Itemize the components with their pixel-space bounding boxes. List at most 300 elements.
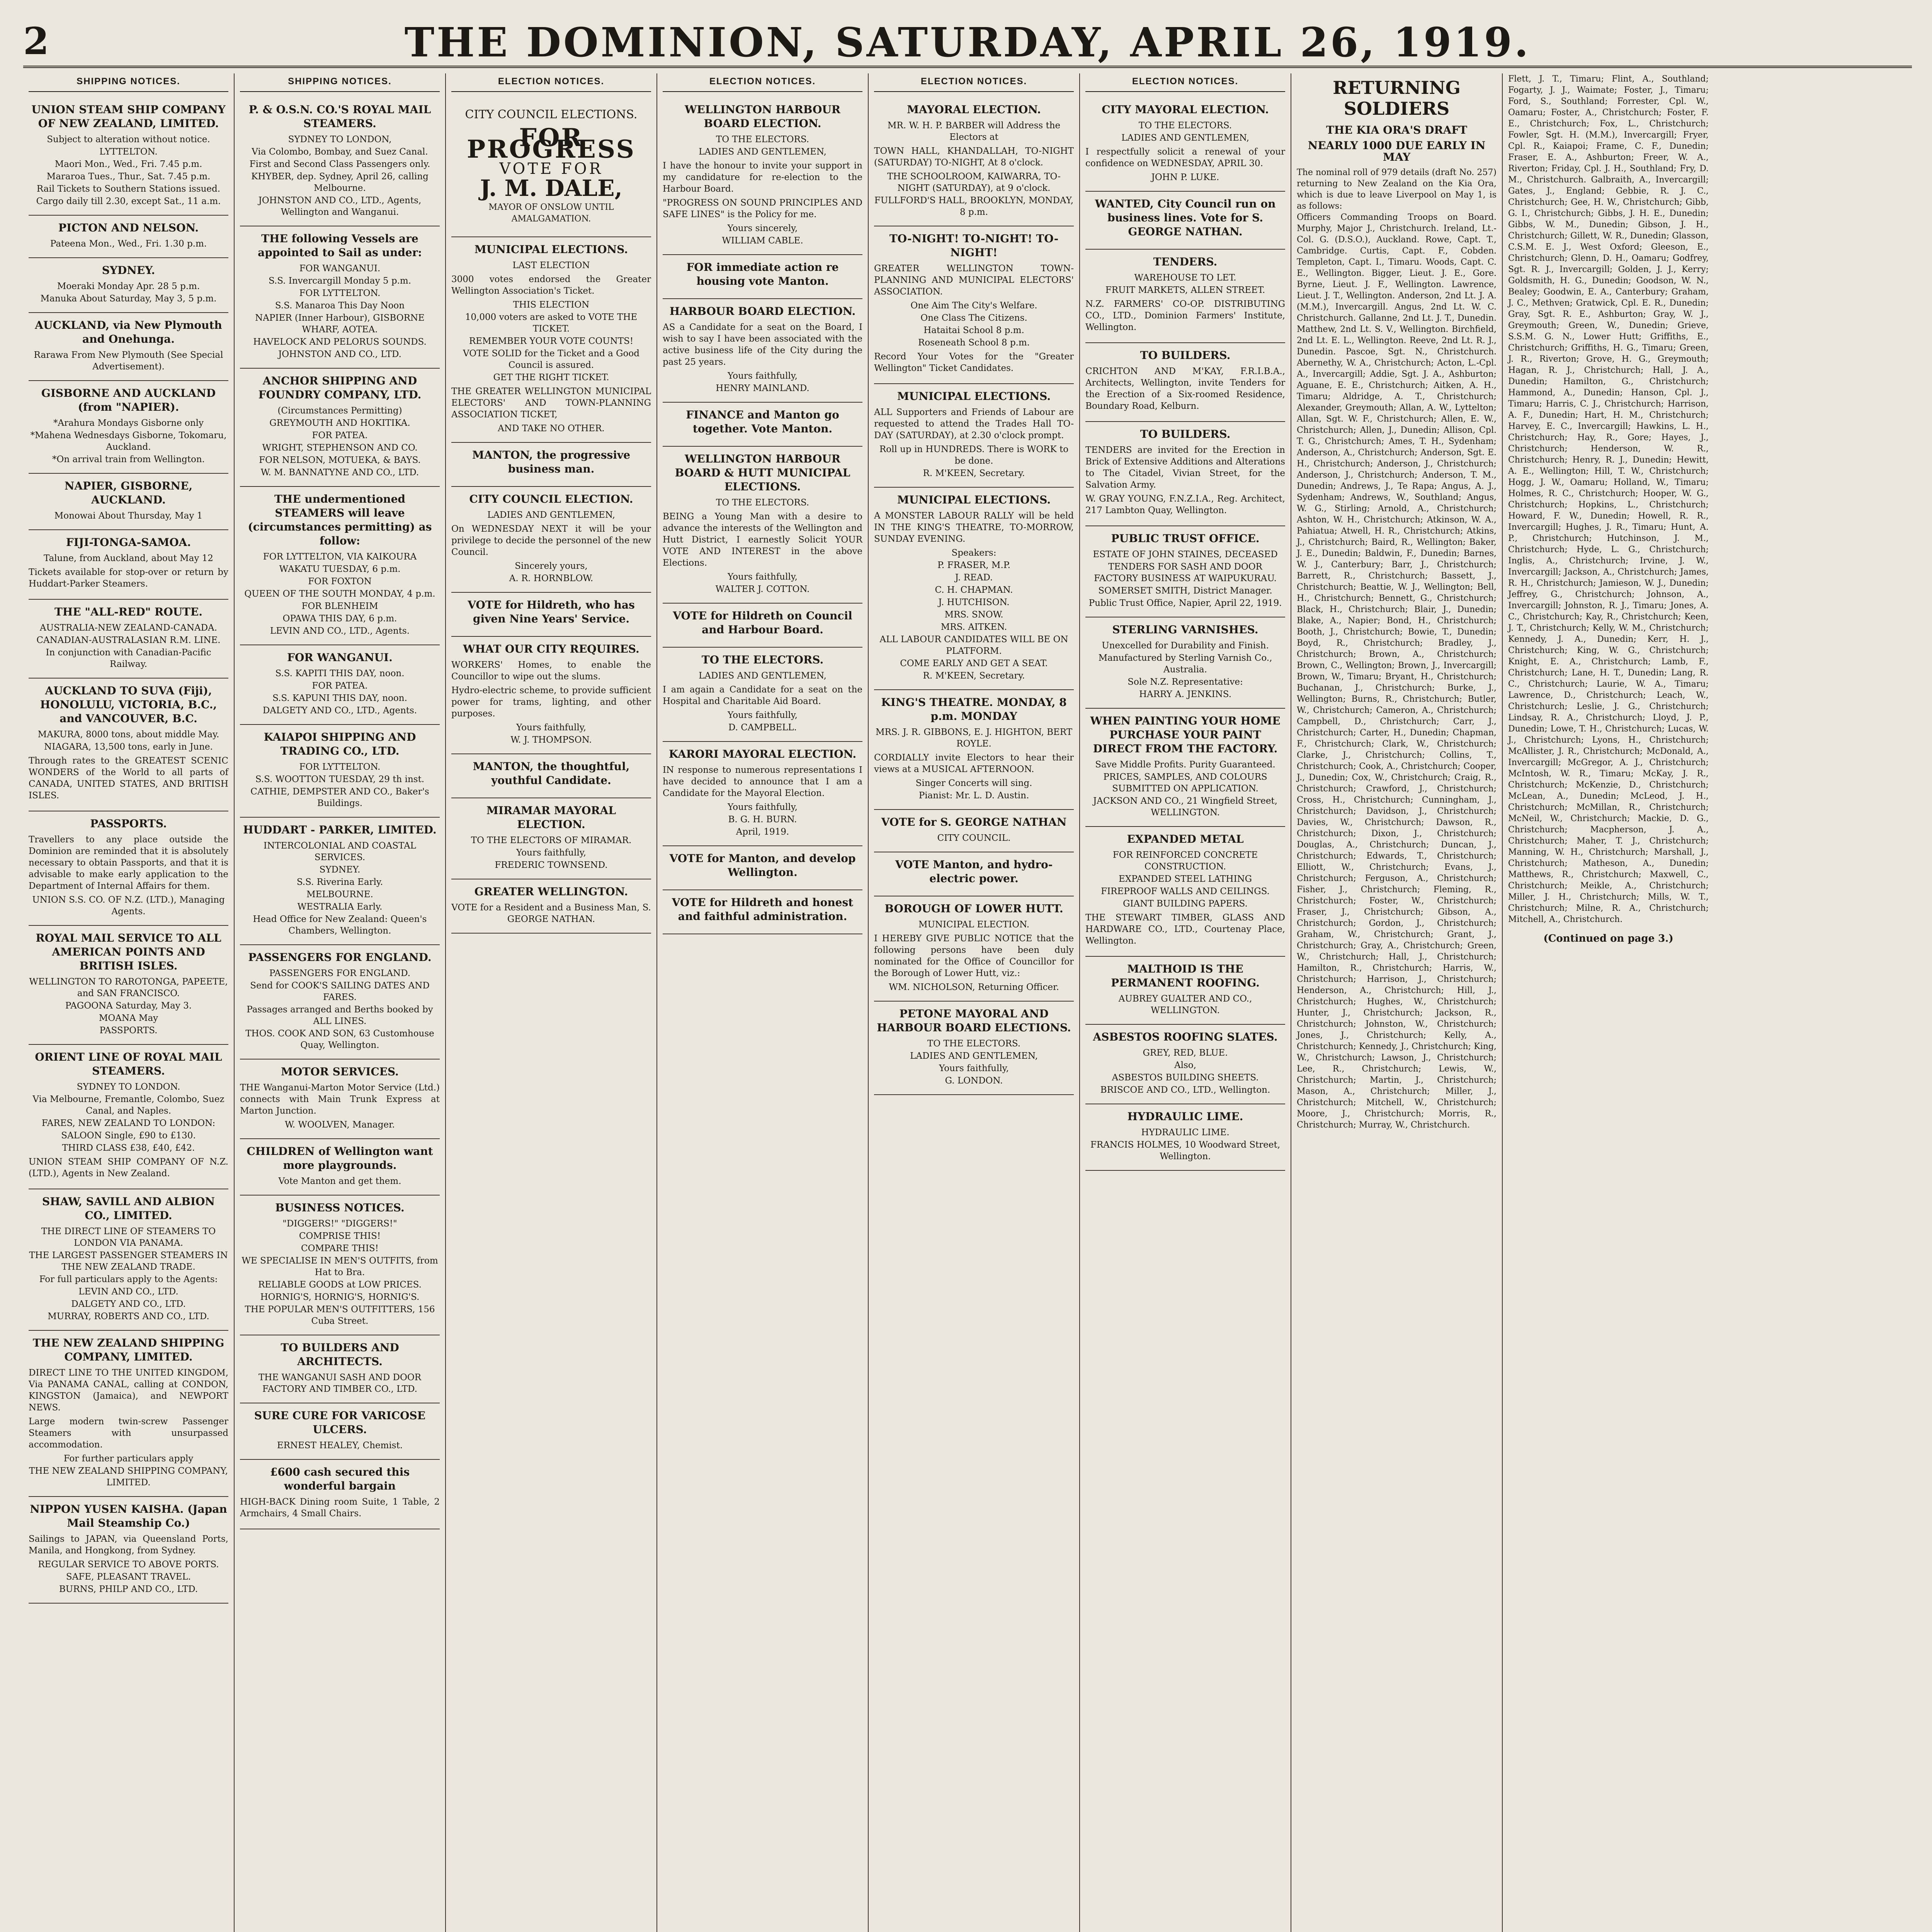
ad-line: BEING a Young Man with a desire to advance the interests of the Wellington and Hutt District, I earnestly Solicit YOUR VOTE AND INTEREST in the above Elections.	[663, 512, 862, 568]
ad-title: ASBESTOS ROOFING SLATES.	[1093, 1031, 1278, 1043]
ad-line: Cargo daily till 2.30, except Sat., 11 a.m.	[36, 196, 221, 206]
ad-title: EXPANDED METAL	[1127, 833, 1244, 845]
advertisement	[240, 1403, 440, 1460]
ad-line: "DIGGERS!" "DIGGERS!"	[282, 1219, 397, 1229]
advertisement	[29, 216, 228, 258]
ad-line: FRANCIS HOLMES, 10 Woodward Street, Wellington.	[1090, 1140, 1281, 1162]
ad-line: FOR PATEA.	[312, 430, 368, 440]
advertisement	[1085, 1104, 1285, 1171]
column-election-4	[1080, 73, 1291, 1932]
ad-line: D. CAMPBELL.	[728, 723, 797, 733]
ad-title: MUNICIPAL ELECTIONS.	[897, 493, 1051, 506]
masthead	[23, 15, 1912, 68]
ad-line: FREDERIC TOWNSEND.	[495, 860, 608, 870]
ad-line: LEVIN AND CO., LTD.	[78, 1287, 179, 1297]
newspaper-title: THE DOMINION, SATURDAY, APRIL 26, 1919.	[404, 19, 1531, 66]
advertisement	[874, 384, 1074, 488]
ad-line: Rarawa From New Plymouth (See Special Advertisement).	[34, 350, 223, 372]
ad-line: One Aim The City's Welfare.	[910, 301, 1037, 311]
ad-line: N.Z. FARMERS' CO-OP. DISTRIBUTING CO., LTD., Dominion Farmers' Institute, Wellington.	[1085, 299, 1285, 332]
ad-line: Hydro-electric scheme, to provide sufficient power for trams, lighting, and other purposes.	[451, 685, 651, 719]
ad-title: MOTOR SERVICES.	[281, 1065, 399, 1078]
ad-line: MRS. AITKEN.	[940, 622, 1007, 632]
advertisement	[663, 97, 862, 255]
advertisement	[29, 1497, 228, 1604]
ad-line: *On arrival train from Wellington.	[52, 454, 205, 464]
ad-line: REGULAR SERVICE TO ABOVE PORTS.	[38, 1560, 219, 1570]
advertisement	[29, 679, 228, 811]
advertisement	[663, 447, 862, 604]
advertisement	[874, 690, 1074, 810]
ad-title: TO THE ELECTORS.	[701, 653, 824, 666]
ad-line: Via Melbourne, Fremantle, Colombo, Suez Canal, and Naples.	[32, 1094, 224, 1116]
advertisement	[1085, 957, 1285, 1025]
ad-line: W. WOOLVEN, Manager.	[285, 1120, 395, 1130]
ad-title: WELLINGTON HARBOUR BOARD & HUTT MUNICIPAL ELECTIONS.	[675, 452, 850, 493]
columns	[23, 73, 1912, 1932]
ad-title: SHAW, SAVILL AND ALBION CO., LIMITED.	[42, 1195, 215, 1222]
ad-line: JOHNSTON AND CO., LTD.	[278, 349, 401, 359]
advertisement	[29, 926, 228, 1045]
ad-line: NIAGARA, 13,500 tons, early in June.	[44, 742, 213, 752]
advertisement	[1085, 526, 1285, 617]
ad-line: WM. NICHOLSON, Returning Officer.	[889, 982, 1059, 992]
ad-title: THE NEW ZEALAND SHIPPING COMPANY, LIMITED.	[32, 1337, 224, 1363]
ad-line: IN response to numerous representations I have decided to announce that I am a Candidate for the Mayoral Election.	[663, 765, 862, 798]
advertisement	[451, 798, 651, 879]
ad-line: Singer Concerts will sing.	[915, 778, 1032, 788]
ad-title: AUCKLAND TO SUVA (Fiji), HONOLULU, VICTORIA, B.C., and VANCOUVER, B.C.	[40, 684, 217, 725]
ad-title: TO-NIGHT! TO-NIGHT! TO-NIGHT!	[889, 232, 1059, 259]
ad-line: HORNIG'S, HORNIG'S, HORNIG'S.	[260, 1292, 420, 1302]
ad-line: W. J. THOMPSON.	[510, 735, 592, 745]
ad-line: Travellers to any place outside the Dominion are reminded that it is absolutely necessary to obtain Passports, and that it is advisable to make early application to the Department of Internal Affairs for them.	[29, 835, 228, 891]
ad-line: FOR WANGANUI.	[299, 264, 381, 274]
ad-line: FOR BLENHEIM	[301, 601, 378, 611]
ad-line: ESTATE OF JOHN STAINES, DECEASED	[1093, 549, 1278, 560]
advertisement	[663, 648, 862, 742]
ad-line: SYDNEY TO LONDON,	[288, 134, 392, 145]
ad-line: DALGETY AND CO., LTD., Agents.	[262, 706, 417, 716]
vote-ad-headline: FOR PROGRESS	[467, 123, 636, 164]
ad-title: £600 cash secured this wonderful bargain	[270, 1466, 410, 1492]
column-heading: ELECTION NOTICES.	[663, 73, 862, 92]
ad-line: TO THE ELECTORS.	[1138, 121, 1232, 131]
ad-line: FOR LYTTELTON, VIA KAIKOURA	[263, 552, 417, 562]
advertisement	[29, 313, 228, 381]
ad-line: W. GRAY YOUNG, F.N.Z.I.A., Reg. Architect, 217 Lambton Quay, Wellington.	[1085, 494, 1285, 515]
ad-line: MR. W. H. P. BARBER will Address the Electors at	[887, 121, 1061, 142]
ad-title: ANCHOR SHIPPING AND FOUNDRY COMPANY, LTD.	[258, 374, 422, 401]
ad-line: LADIES AND GENTLEMEN,	[487, 510, 615, 520]
advertisement	[663, 403, 862, 447]
ad-line: MUNICIPAL ELECTION.	[918, 920, 1030, 930]
ad-line: FULLFORD'S HALL, BROOKLYN, MONDAY, 8 p.m.	[874, 196, 1074, 217]
ad-line: WESTRALIA Early.	[297, 902, 383, 912]
ad-line: I respectfully solicit a renewal of your confidence on WEDNESDAY, APRIL 30.	[1085, 147, 1285, 168]
ad-line: S.S. KAPUNI THIS DAY, noon.	[272, 693, 407, 703]
ad-title: WANTED, City Council run on business lines. Vote for S. GEORGE NATHAN.	[1095, 197, 1276, 238]
ad-line: S.S. Riverina Early.	[296, 877, 383, 887]
column-returning-soldiers-cont	[1503, 73, 1714, 1932]
ad-title: PICTON AND NELSON.	[58, 221, 199, 234]
ad-line: Save Middle Profits. Purity Guaranteed.	[1095, 760, 1276, 770]
ad-line: In conjunction with Canadian-Pacific Railway.	[46, 648, 211, 669]
ad-title: WHAT OUR CITY REQUIRES.	[463, 643, 639, 655]
ad-title: THE following Vessels are appointed to Sail as under:	[258, 232, 422, 259]
ad-line: W. M. BANNATYNE AND CO., LTD.	[260, 468, 419, 478]
advertisement	[29, 811, 228, 926]
ad-line: FOR LYTTELTON.	[299, 288, 381, 298]
column-heading: ELECTION NOTICES.	[451, 73, 651, 92]
ad-line: Maori Mon., Wed., Fri. 7.45 p.m.	[54, 159, 202, 169]
ad-line: COMPRISE THIS!	[299, 1231, 381, 1241]
ad-title: MALTHOID IS THE PERMANENT ROOFING.	[1111, 963, 1260, 989]
advertisement	[29, 1189, 228, 1331]
advertisement	[1085, 422, 1285, 526]
ad-title: TENDERS.	[1153, 255, 1218, 268]
advertisement	[1085, 709, 1285, 827]
ad-line: Yours faithfully,	[728, 572, 798, 582]
ad-line: CRICHTON AND M'KAY, F.R.I.B.A., Architects, Wellington, invite Tenders for the Erection of a Six-roomed Residence, Boundary Road, Kelburn.	[1085, 366, 1285, 411]
ad-line: S.S. Invercargill Monday 5 p.m.	[268, 276, 412, 286]
ad-title: MAYORAL ELECTION.	[907, 103, 1041, 116]
ad-line: DIRECT LINE TO THE UNITED KINGDOM, Via PANAMA CANAL, calling at CONDON, KINGSTON (Jamaica), and NEWPORT NEWS.	[29, 1368, 228, 1413]
advertisement	[240, 1139, 440, 1196]
advertisement	[874, 852, 1074, 896]
column-heading: ELECTION NOTICES.	[874, 73, 1074, 92]
ad-line: FRUIT MARKETS, ALLEN STREET.	[1105, 285, 1265, 295]
ad-line: Pianist: Mr. L. D. Austin.	[918, 791, 1029, 801]
ad-line: INTERCOLONIAL AND COASTAL SERVICES.	[264, 841, 416, 862]
advertisement	[451, 237, 651, 443]
continued-note: (Continued on page 3.)	[1543, 933, 1673, 944]
ad-list	[874, 97, 1074, 1095]
page-number: 2	[23, 19, 49, 63]
ad-line: HIGH-BACK Dining room Suite, 1 Table, 2 Armchairs, 4 Small Chairs.	[240, 1497, 440, 1519]
ad-line: LADIES AND GENTLEMEN,	[910, 1051, 1038, 1061]
ad-title: WHEN PAINTING YOUR HOME PURCHASE YOUR PAINT DIRECT FROM THE FACTORY.	[1090, 714, 1281, 755]
ad-line: Talune, from Auckland, about May 12	[44, 553, 213, 563]
ad-line: R. M'KEEN, Secretary.	[923, 671, 1025, 681]
ad-line: LAST ELECTION	[512, 260, 590, 270]
column-election-2	[657, 73, 869, 1932]
ad-line: THE POPULAR MEN'S OUTFITTERS, 156 Cuba Street.	[245, 1304, 435, 1326]
ad-line: I HEREBY GIVE PUBLIC NOTICE that the following persons have been duly nominated for the Office of Councillor for the Borough of Lower Hutt, viz.:	[874, 934, 1074, 978]
advertisement	[874, 810, 1074, 852]
ad-line: MOANA May	[99, 1013, 158, 1023]
ad-line: Head Office for New Zealand: Queen's Chambers, Wellington.	[253, 914, 427, 936]
ad-line: THE WANGANUI SASH AND DOOR FACTORY AND TIMBER CO., LTD.	[258, 1372, 422, 1394]
ad-line: Rail Tickets to Southern Stations issued.	[36, 184, 221, 194]
ad-line: P. FRASER, M.P.	[937, 560, 1010, 570]
ad-line: Through rates to the GREATEST SCENIC WONDERS of the World to all parts of CANADA, UNITED STATES, AND BRITISH ISLES.	[29, 756, 228, 801]
ad-list	[1085, 97, 1285, 1171]
ad-line: MURRAY, ROBERTS AND CO., LTD.	[48, 1311, 209, 1321]
ad-line: ALL Supporters and Friends of Labour are requested to attend the Trades Hall TO-DAY (SATURDAY), at 2.30 o'clock prompt.	[874, 407, 1074, 440]
ad-line: WAREHOUSE TO LET.	[1134, 273, 1236, 283]
ad-line: Sole N.Z. Representative:	[1128, 677, 1243, 687]
ad-line: Pateena Mon., Wed., Fri. 1.30 p.m.	[50, 239, 207, 249]
ad-line: Mararoa Tues., Thur., Sat. 7.45 p.m.	[46, 172, 211, 182]
ad-line: CITY COUNCIL.	[937, 833, 1011, 843]
ad-title: KARORI MAYORAL ELECTION.	[668, 748, 857, 760]
advertisement	[29, 258, 228, 313]
article-body: Flett, J. T., Timaru; Flint, A., Southland; Fogarty, J. J., Waimate; Foster, J., Timaru; Ford, S., Southland; Forrester, Cpl. W., Oamaru; Foster, A., Christchurch; Foster, F. E., Christchurch; Fox, L., Christchurch; Fowler, Sgt. H. (M.M.), Invercargill; Fryer, Cpl. R., Kaiapoi; Frame, C. F., Dunedin; Fraser, E. A., Ashburton; Freer, W. A., Riverton; Friday, Cpl. J. H., Southland; Fry, D. M., Christchurch. Galbraith, A., Invercargill; Gates, J., England; Gebbie, R. J. C., Christchurch; Gee, H. W., Christchurch; Gibb, G. I., Christchurch; Gibbs, J. H. E., Dunedin; Gibbs, W. M., Dunedin; Gibson, J. H., Christchurch; Gillett, W. R., Dunedin; Glasson, C.S.M. E. J., West Oxford; Gleeson, E., Christchurch; Glenn, D. H., Oamaru; Godfrey, Sgt. R. J., Invercargill; Golden, J. J., Kerry; Goldsmith, H. G., Dunedin; Goodson, W. N., Bealey; Goodwin, E. A., Canterbury; Graham, J. C., Methven; Gratwick, Cpl. E. R., Dunedin; Gray, Sgt. R. E., Ashburton; Gray, W. J., Greymouth; Green, W., Dunedin; Grieve, S.S.M. G. N., Lower Hutt; Griffiths, E., Christchurch; Griffiths, H. G., Timaru; Green, J. R., Riverton; Grove, H. G., Greymouth; Hagan, R. J., Christchurch; Hall, J. A., Dunedin; Hamilton, G., Christchurch; Hammond, A., Dunedin; Hanson, Cpl. J., Timaru; Harris, C. J., Christchurch; Harrison, A. F., Dunedin; Hart, H. M., Christchurch; Harvey, E. C., Invercargill; Hawkins, L. H., Christchurch; Hay, R., Gore; Hayes, J., Christchurch; Henderson, W. R., Christchurch; Henry, R. J., Dunedin; Hewitt, A. E., Wellington; Hill, T. W., Christchurch; Hogg, J. W., Oamaru; Holland, W., Timaru; Holmes, R. C., Christchurch; Hooper, W. G., Christchurch; Hopkins, L., Christchurch; Howard, F. W., Dunedin; Howell, R. R., Invercargill; Hughes, J. R., Timaru; Hunt, A. P., Christchurch; Hutchinson, J. M., Christchurch; Hyde, L. G., Christchurch; Inglis, A., Christchurch; Irvine, J. W., Invercargill; Jackson, A., Christchurch; James, R. H., Christchurch; Jamieson, W. J., Dunedin; Jeffrey, G., Christchurch; Johnson, A., Invercargill; Johnston, R. J., Timaru; Jones, A. C., Christchurch; Kay, R., Christchurch; Keen, J. T., Christchurch; Kelly, W. M., Christchurch; Kennedy, J. A., Dunedin; Kerr, H. J., Christchurch; King, W. G., Christchurch; Knight, E. A., Christchurch; Lamb, F., Christchurch; Lane, H. T., Dunedin; Lang, R. C., Christchurch; Laurie, W. A., Timaru; Lawrence, D., Christchurch; Leach, W., Christchurch; Leslie, J. G., Christchurch; Lindsay, R. A., Christchurch; Lloyd, J. P., Dunedin; Lowe, T. H., Christchurch; Lucas, W. J., Christchurch; Lyons, H., Christchurch; McAllister, J. R., Christchurch; McDonald, A., Invercargill; McGregor, A. J., Christchurch; McIntosh, W. R., Timaru; McKay, J. R., Christchurch; McKenzie, D., Christchurch; McLean, A., Dunedin; McLeod, J. H., Christchurch; McMillan, R., Christchurch; McNeil, W., Christchurch; Mackie, D. G., Christchurch; Macpherson, J. A., Christchurch; Maher, T. J., Christchurch; Manning, W. H., Christchurch; Marshall, J., Christchurch; Matheson, A., Dunedin; Matthews, R., Christchurch; Maxwell, C., Christchurch; Meikle, A., Christchurch; Miller, J. H., Christchurch; Mills, W. T., Christchurch; Milne, R. A., Christchurch; Mitchell, A., Christchurch.	[1508, 74, 1709, 924]
ad-line: HYDRAULIC LIME.	[1141, 1128, 1230, 1138]
ad-title: KING'S THEATRE. MONDAY, 8 p.m. MONDAY	[881, 696, 1067, 723]
ad-title: FINANCE and Manton go together. Vote Manton.	[686, 408, 839, 435]
ad-line: TO THE ELECTORS.	[716, 134, 810, 145]
ad-line: B. G. H. BURN.	[728, 815, 797, 825]
ad-line: SYDNEY.	[319, 865, 361, 875]
advertisement	[451, 443, 651, 487]
ad-line: MELBOURNE.	[306, 889, 373, 900]
ad-line: JOHN P. LUKE.	[1151, 172, 1219, 182]
advertisement	[1085, 617, 1285, 709]
ad-title: PUBLIC TRUST OFFICE.	[1111, 532, 1260, 545]
advertisement	[240, 1335, 440, 1403]
ad-title: P. & O.S.N. CO.'S ROYAL MAIL STEAMERS.	[248, 103, 431, 130]
advertisement	[874, 97, 1074, 226]
ad-line: VOTE for a Resident and a Business Man, S. GEORGE NATHAN.	[451, 903, 651, 924]
ad-title: PASSPORTS.	[90, 817, 167, 830]
advertisement	[663, 604, 862, 648]
ad-line: S.S. KAPITI THIS DAY, noon.	[275, 668, 405, 679]
advertisement	[1085, 343, 1285, 422]
ad-line: WILLIAM CABLE.	[722, 236, 803, 246]
ad-line: DALGETY AND CO., LTD.	[71, 1299, 186, 1309]
advertisement	[29, 474, 228, 530]
ad-title: VOTE for Hildreth on Council and Harbour Board.	[673, 609, 852, 636]
ad-line: Via Colombo, Bombay, and Suez Canal.	[252, 147, 428, 157]
ad-line: R. M'KEEN, Secretary.	[923, 468, 1025, 478]
ad-line: SAFE, PLEASANT TRAVEL.	[66, 1572, 191, 1582]
advertisement	[29, 1331, 228, 1497]
vote-ad-line: MAYOR OF ONSLOW UNTIL AMALGAMATION.	[488, 202, 614, 224]
ad-line: BURNS, PHILP AND CO., LTD.	[59, 1584, 198, 1594]
ad-line: AS a Candidate for a seat on the Board, I wish to say I have been associated with the active business life of the City during the past 25 years.	[663, 322, 862, 367]
ad-title: VOTE Manton, and hydro-electric power.	[895, 858, 1053, 885]
ad-list	[451, 237, 651, 934]
ad-line: GIANT BUILDING PAPERS.	[1123, 899, 1248, 909]
advertisement	[1085, 1025, 1285, 1104]
ad-line: Yours faithfully,	[728, 710, 798, 720]
column-election-3	[869, 73, 1080, 1932]
ad-line: Yours sincerely,	[727, 223, 798, 233]
ad-line: FOR NELSON, MOTUEKA, & BAYS.	[259, 455, 421, 465]
ad-title: MUNICIPAL ELECTIONS.	[897, 390, 1051, 403]
ad-line: THOS. COOK AND SON, 63 Customhouse Quay, Wellington.	[245, 1029, 434, 1050]
ad-line: OPAWA THIS DAY, 6 p.m.	[282, 614, 397, 624]
ad-line: TENDERS are invited for the Erection in Brick of Extensive Additions and Alterations to The Citadel, Vivian Street, for the Salvation Army.	[1085, 445, 1285, 490]
ad-line: HENRY MAINLAND.	[716, 383, 810, 393]
column-heading: SHIPPING NOTICES.	[240, 73, 440, 92]
ad-line: COMPARE THIS!	[301, 1243, 379, 1253]
ad-title: UNION STEAM SHIP COMPANY OF NEW ZEALAND, LIMITED.	[31, 103, 226, 130]
ad-title: VOTE for S. GEORGE NATHAN	[881, 816, 1067, 828]
article-body: Officers Commanding Troops on Board. Murphy, Major J., Christchurch. Ireland, Lt.-Col. G. (D.S.O.), Auckland. Rowe, Capt. T., Cambridge. Curtis, Capt. F., Cobden. Templeton, Capt. I., Timaru. Woods, Capt. C. E., Wellington. Bigger, Lieut. J. E., Gore. Byrne, Lieut. J. F., Wellington. Lawrence, Lieut. J. T., Wellington. Anderson, 2nd Lt. J. A. (M.M.), Invercargill. Angus, 2nd Lt. W. C. Christchurch. Gallanne, 2nd Lt. J. T., Dunedin. Matthew, 2nd Lt. S. V., Wellington. Birchfield, 2nd Lt. E. L., Wellington. Reeve, 2nd Lt. R. J., Dunedin. Pascoe, Sgt. N., Christchurch. Abernethy, W. A., Christchurch; Acton, L.-Cpl. A., Invercargill; Addie, Sgt. J. A., Ashburton; Aguane, E. E., Christchurch; Aitken, A. H., Timaru; Aldridge, A. T., Christchurch; Alexander, Greymouth; Allan, A. W., Lyttelton; Allan, Sgt. W. F., Christchurch; Allen, E. W., Christchurch; Allen, J., Dunedin; Allison, Cpl. T. G., Christchurch; Ames, T. H., Sydenham; Anderson, A., Christchurch; Anderson, Sgt. E. H., Christchurch; Anderson, J., Christchurch; Anderson, J., Christchurch; Anderson, T. M., Dunedin; Andrews, J., Te Rapa; Angus, A. J., Sydenham; Andrews, W., Southland; Angus, W. G., Stirling; Arnold, A., Christchurch; Ashton, W. H., Christchurch; Atkinson, W. A., Pahiatua; Atwell, H. R., Christchurch; Atkins, J., Christchurch; Baird, R., Wellington; Baker, J. E., Dunedin; Baldwin, F., Dunedin; Barnes, W. J., Canterbury; Barr, J., Christchurch; Barrett, R., Christchurch; Bassett, J., Christchurch; Beattie, W. J., Wellington; Bell, H., Christchurch; Bennett, G., Christchurch; Black, H., Christchurch; Blair, J., Dunedin; Blake, A., Napier; Bond, H., Christchurch; Booth, J., Christchurch; Bowie, T., Dunedin; Boyd, R., Christchurch; Bradley, J., Christchurch; Brown, A., Christchurch; Brown, C., Wellington; Brown, J., Invercargill; Brown, W., Timaru; Bryant, H., Christchurch; Buchanan, J., Christchurch; Burke, J., Wellington; Burns, R., Christchurch; Butler, W., Christchurch; Cameron, A., Christchurch; Campbell, D., Christchurch; Carr, J., Christchurch; Carter, H., Dunedin; Chapman, F., Christchurch; Clark, W., Christchurch; Clarke, J., Christchurch; Collins, T., Christchurch; Cook, A., Christchurch; Cooper, J., Dunedin; Cox, W., Christchurch; Craig, R., Christchurch; Crawford, J., Christchurch; Cross, H., Christchurch; Cunningham, J., Christchurch; Davidson, J., Christchurch; Davies, W., Christchurch; Dawson, R., Christchurch; Dixon, J., Christchurch; Douglas, A., Christchurch; Duncan, J., Christchurch; Edwards, T., Christchurch; Elliott, W., Christchurch; Evans, J., Christchurch; Ferguson, A., Christchurch; Fisher, J., Christchurch; Fleming, R., Christchurch; Foster, W., Christchurch; Fraser, J., Christchurch; Gibson, A., Christchurch; Gordon, J., Christchurch; Graham, W., Christchurch; Grant, J., Christchurch; Gray, A., Christchurch; Green, W., Christchurch; Hall, J., Christchurch; Hamilton, R., Christchurch; Harris, W., Christchurch; Harrison, J., Christchurch; Henderson, A., Christchurch; Hill, J., Christchurch; Hughes, W., Christchurch; Hunter, J., Christchurch; Jackson, R., Christchurch; Johnston, W., Christchurch; Jones, J., Christchurch; Kelly, A., Christchurch; Kennedy, J., Christchurch; King, W., Christchurch; Lawson, J., Christchurch; Lee, R., Christchurch; Lewis, W., Christchurch; Martin, J., Christchurch; Mason, A., Christchurch; Miller, J., Christchurch; Mitchell, W., Christchurch; Moore, J., Christchurch; Morris, R., Christchurch; Murray, W., Christchurch.	[1297, 213, 1497, 1130]
ad-title: VOTE for Hildreth, who has given Nine Years' Service.	[468, 599, 635, 625]
ad-line: RELIABLE GOODS at LOW PRICES.	[258, 1280, 422, 1290]
ad-line: Public Trust Office, Napier, April 22, 1919.	[1088, 598, 1282, 608]
ad-line: CORDIALLY invite Electors to hear their views at a MUSICAL AFTERNOON.	[874, 753, 1074, 774]
ad-title: THE "ALL-RED" ROUTE.	[54, 605, 202, 618]
advertisement	[874, 896, 1074, 1002]
ad-title: WELLINGTON HARBOUR BOARD ELECTION.	[684, 103, 841, 130]
ad-line: FARES, NEW ZEALAND TO LONDON:	[41, 1118, 216, 1128]
ad-title: STERLING VARNISHES.	[1112, 623, 1259, 636]
ad-line: FOR PATEA.	[312, 681, 368, 691]
ad-line: TOWN HALL, KHANDALLAH, TO-NIGHT (SATURDAY) TO-NIGHT, At 8 o'clock.	[874, 146, 1074, 168]
ad-title: FOR immediate action re housing vote Manton.	[686, 261, 839, 287]
ad-line: GREY, RED, BLUE.	[1143, 1048, 1228, 1058]
ad-line: 10,000 voters are asked to VOTE THE TICKET.	[465, 312, 638, 334]
ad-line: Roseneath School 8 p.m.	[918, 338, 1030, 348]
ad-title: MUNICIPAL ELECTIONS.	[474, 243, 628, 256]
ad-title: SYDNEY.	[102, 264, 155, 277]
ad-title: PETONE MAYORAL AND HARBOUR BOARD ELECTIONS.	[877, 1007, 1071, 1034]
ad-line: Yours faithfully,	[516, 848, 586, 858]
advertisement	[451, 754, 651, 798]
vote-ad-line: CITY COUNCIL ELECTIONS.	[465, 108, 638, 121]
ad-line: KHYBER, dep. Sydney, April 26, calling Melbourne.	[251, 172, 429, 193]
ad-line: Tickets available for stop-over or return by Huddart-Parker Steamers.	[29, 567, 228, 589]
ad-line: THE GREATER WELLINGTON MUNICIPAL ELECTORS' AND TOWN-PLANNING ASSOCIATION TICKET,	[451, 386, 651, 420]
ad-line: One Class The Citizens.	[920, 313, 1027, 323]
advertisement	[451, 637, 651, 754]
ad-line: LADIES AND GENTLEMEN,	[1121, 133, 1249, 143]
ad-line: JACKSON AND CO., 21 Wingfield Street, WELLINGTON.	[1093, 796, 1277, 818]
ad-line: AUBREY GUALTER AND CO., WELLINGTON.	[1118, 994, 1252, 1015]
ad-line: CANADIAN-AUSTRALASIAN R.M. LINE.	[36, 635, 221, 645]
ad-list	[663, 97, 862, 934]
ad-line: QUEEN OF THE SOUTH MONDAY, 4 p.m.	[244, 589, 435, 599]
ad-line: FOR FOXTON	[308, 577, 372, 587]
ad-line: EXPANDED STEEL LATHING	[1118, 874, 1252, 884]
ad-title: HUDDART - PARKER, LIMITED.	[243, 823, 437, 836]
ad-line: Passages arranged and Berths booked by ALL LINES.	[247, 1005, 433, 1026]
ad-line: J. HUTCHISON.	[938, 597, 1010, 607]
ad-line: THE Wanganui-Marton Motor Service (Ltd.) connects with Main Trunk Express at Marton Junction.	[240, 1083, 440, 1116]
ad-title: ROYAL MAIL SERVICE TO ALL AMERICAN POINTS AND BRITISH ISLES.	[36, 932, 221, 972]
ad-line: THE DIRECT LINE OF STEAMERS TO LONDON VIA PANAMA.	[41, 1226, 216, 1248]
ad-line: C. H. CHAPMAN.	[935, 585, 1013, 595]
ad-line: Hataitai School 8 p.m.	[923, 325, 1024, 335]
article-subheading: THE KIA ORA'S DRAFT	[1326, 124, 1468, 136]
ad-line: Send for COOK'S SAILING DATES AND FARES.	[250, 981, 430, 1002]
ad-line: LADIES AND GENTLEMEN,	[699, 147, 827, 157]
ad-line: GREATER WELLINGTON TOWN-PLANNING AND MUNICIPAL ELECTORS' ASSOCIATION.	[874, 264, 1074, 297]
column-shipping-2	[235, 73, 446, 1932]
article-headline: RETURNING SOLDIERS	[1333, 77, 1461, 119]
ad-title: VOTE for Manton, and develop Wellington.	[669, 852, 856, 879]
ad-line: PAGOONA Saturday, May 3.	[65, 1001, 192, 1011]
advertisement	[874, 1002, 1074, 1095]
ad-title: CITY COUNCIL ELECTION.	[469, 493, 633, 505]
ad-title: ORIENT LINE OF ROYAL MAIL STEAMERS.	[35, 1051, 222, 1077]
ad-title: VOTE for Hildreth and honest and faithful administration.	[672, 896, 854, 923]
ad-title: BOROUGH OF LOWER HUTT.	[884, 902, 1063, 915]
ad-line: I am again a Candidate for a seat on the Hospital and Charitable Aid Board.	[663, 685, 862, 706]
advertisement	[29, 1045, 228, 1189]
advertisement	[29, 600, 228, 679]
ad-line: Roll up in HUNDREDS. There is WORK to be done.	[879, 444, 1069, 466]
ad-title: BUSINESS NOTICES.	[275, 1201, 405, 1214]
ad-line: TO THE ELECTORS OF MIRAMAR.	[471, 835, 632, 845]
ad-line: Sincerely yours,	[515, 561, 588, 571]
ad-line: On WEDNESDAY NEXT it will be your privilege to decide the personnel of the new Council.	[451, 524, 651, 557]
ad-title: SURE CURE FOR VARICOSE ULCERS.	[254, 1409, 426, 1436]
ad-line: J. READ.	[955, 573, 993, 583]
ad-line: GREYMOUTH AND HOKITIKA.	[269, 418, 410, 428]
advertisement	[451, 593, 651, 637]
ad-line: "PROGRESS ON SOUND PRINCIPLES AND SAFE LINES" is the Policy for me.	[663, 198, 862, 219]
column-shipping-1	[23, 73, 235, 1932]
ad-line: Speakers:	[951, 548, 997, 558]
ad-line: (Circumstances Permitting)	[277, 406, 402, 416]
ad-line: WORKERS' Homes, to enable the Councillor to wipe out the slums.	[451, 660, 651, 682]
advertisement	[240, 487, 440, 645]
advertisement	[1085, 250, 1285, 343]
ad-line: WAKATU TUESDAY, 6 p.m.	[279, 564, 401, 574]
ad-title: NAPIER, GISBORNE, AUCKLAND.	[64, 480, 193, 506]
advertisement	[451, 487, 651, 593]
ad-title: MANTON, the thoughtful, youthful Candidate.	[473, 760, 630, 787]
ad-title: HARBOUR BOARD ELECTION.	[669, 305, 856, 318]
advertisement	[663, 299, 862, 403]
ad-line: UNION S.S. CO. OF N.Z. (LTD.), Managing Agents.	[32, 895, 225, 917]
ad-title: THE undermentioned STEAMERS will leave (circumstances permitting) as follow:	[248, 493, 432, 547]
ad-line: Moeraki Monday Apr. 28 5 p.m.	[57, 281, 200, 291]
ad-title: GISBORNE AND AUCKLAND (from "NAPIER).	[41, 387, 216, 413]
ad-line: MRS. SNOW.	[944, 610, 1003, 620]
ad-line: THIRD CLASS £38, £40, £42.	[62, 1143, 195, 1153]
ad-line: TO THE ELECTORS.	[927, 1039, 1021, 1049]
ad-line: WALTER J. COTTON.	[715, 584, 810, 594]
ad-title: FOR WANGANUI.	[287, 651, 393, 664]
advertisement	[240, 725, 440, 818]
ad-line: REMEMBER YOUR VOTE COUNTS!	[469, 336, 634, 346]
ad-line: Unexcelled for Durability and Finish.	[1102, 641, 1269, 651]
ad-line: COME EARLY AND GET A SEAT.	[900, 658, 1048, 668]
ad-line: SYDNEY TO LONDON.	[77, 1082, 180, 1092]
ad-line: *Arahura Mondays Gisborne only	[53, 418, 204, 428]
ad-line: SALOON Single, £90 to £130.	[61, 1131, 196, 1141]
ad-title: TO BUILDERS AND ARCHITECTS.	[281, 1341, 399, 1368]
ad-list	[240, 97, 440, 1529]
column-election-1	[446, 73, 657, 1932]
advertisement	[451, 879, 651, 934]
ad-title: CHILDREN of Wellington want more playgrounds.	[247, 1145, 433, 1172]
ad-line: HAVELOCK AND PELORUS SOUNDS.	[253, 337, 427, 347]
ad-line: THE LARGEST PASSENGER STEAMERS IN THE NEW ZEALAND TRADE.	[29, 1250, 228, 1272]
ad-line: April, 1919.	[736, 827, 789, 837]
ad-line: NAPIER (Inner Harbour), GISBORNE WHARF, AOTEA.	[255, 313, 425, 335]
advertisement	[1085, 192, 1285, 250]
ad-title: GREATER WELLINGTON.	[474, 885, 628, 898]
ad-line: FIREPROOF WALLS AND CEILINGS.	[1101, 886, 1270, 896]
ad-title: CITY MAYORAL ELECTION.	[1102, 103, 1269, 116]
advertisement	[874, 488, 1074, 690]
ad-line: THE SCHOOLROOM, KAIWARRA, TO-NIGHT (SATURDAY), at 9 o'clock.	[887, 172, 1061, 193]
ad-line: MAKURA, 8000 tons, about middle May.	[37, 730, 219, 740]
ad-line: TENDERS FOR SASH AND DOOR FACTORY BUSINESS AT WAIPUKURAU.	[1094, 562, 1277, 583]
article-intro: The nominal roll of 979 details (draft No. 257) returning to New Zealand on the Kia Ora, which is due to leave Liverpool on May 1, is as follows:	[1297, 168, 1497, 211]
advertisement	[240, 945, 440, 1060]
ad-line: JOHNSTON AND CO., LTD., Agents, Wellington and Wanganui.	[258, 196, 422, 217]
ad-line: GET THE RIGHT TICKET.	[493, 372, 609, 383]
